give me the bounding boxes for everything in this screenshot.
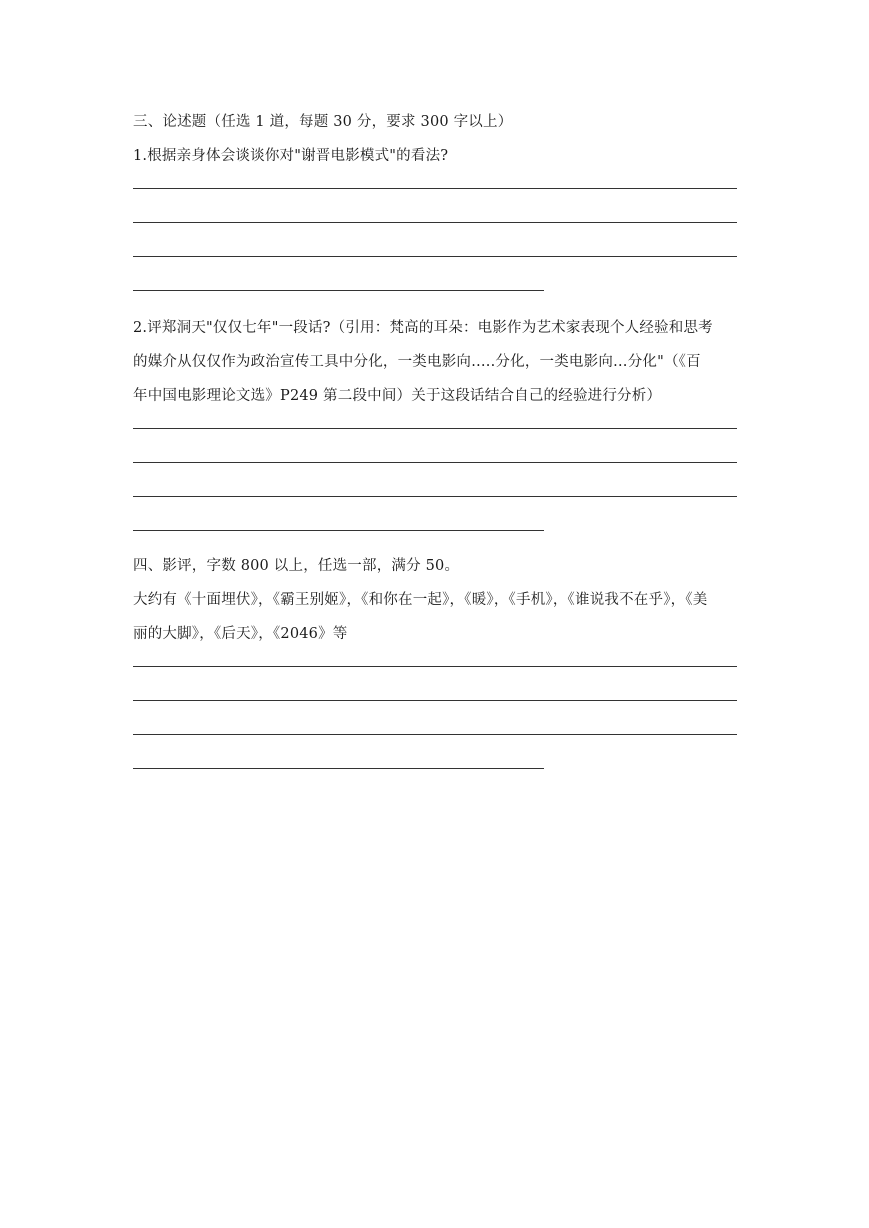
document-page (133, 0, 737, 1228)
answer-line (133, 666, 737, 667)
answer-line (133, 700, 737, 701)
question-2-line-3: 年中国电影理论文选》P249 第二段中间）关于这段话结合自己的经验进行分析） (133, 388, 662, 404)
answer-line (133, 530, 544, 531)
answer-line (133, 496, 737, 497)
film-list-line-1: 大约有《十面埋伏》，《霸王别姬》，《和你在一起》，《暖》，《手机》，《谁说我不在乎》，《美 (133, 592, 708, 608)
answer-line (133, 222, 737, 223)
question-2-line-1: 2.评郑洞天"仅仅七年"一段话?（引用：梵高的耳朵：电影作为艺术家表现个人经验和思考 (133, 320, 713, 336)
answer-line (133, 428, 737, 429)
answer-line (133, 188, 737, 189)
answer-line (133, 462, 737, 463)
question-1: 1.根据亲身体会谈谈你对"谢晋电影模式"的看法? (133, 148, 449, 164)
answer-line (133, 734, 737, 735)
question-2-line-2: 的媒介从仅仅作为政治宣传工具中分化，一类电影向…..分化，一类电影向…分化"（《百 (133, 354, 701, 370)
answer-line (133, 290, 544, 291)
section-4-heading: 四、影评，字数 800 以上，任选一部，满分 50。 (133, 558, 460, 574)
section-3-heading: 三、论述题（任选 1 道，每题 30 分，要求 300 字以上） (133, 114, 513, 130)
film-list-line-2: 丽的大脚》，《后天》，《2046》等 (133, 626, 348, 642)
answer-line (133, 256, 737, 257)
answer-line (133, 768, 544, 769)
